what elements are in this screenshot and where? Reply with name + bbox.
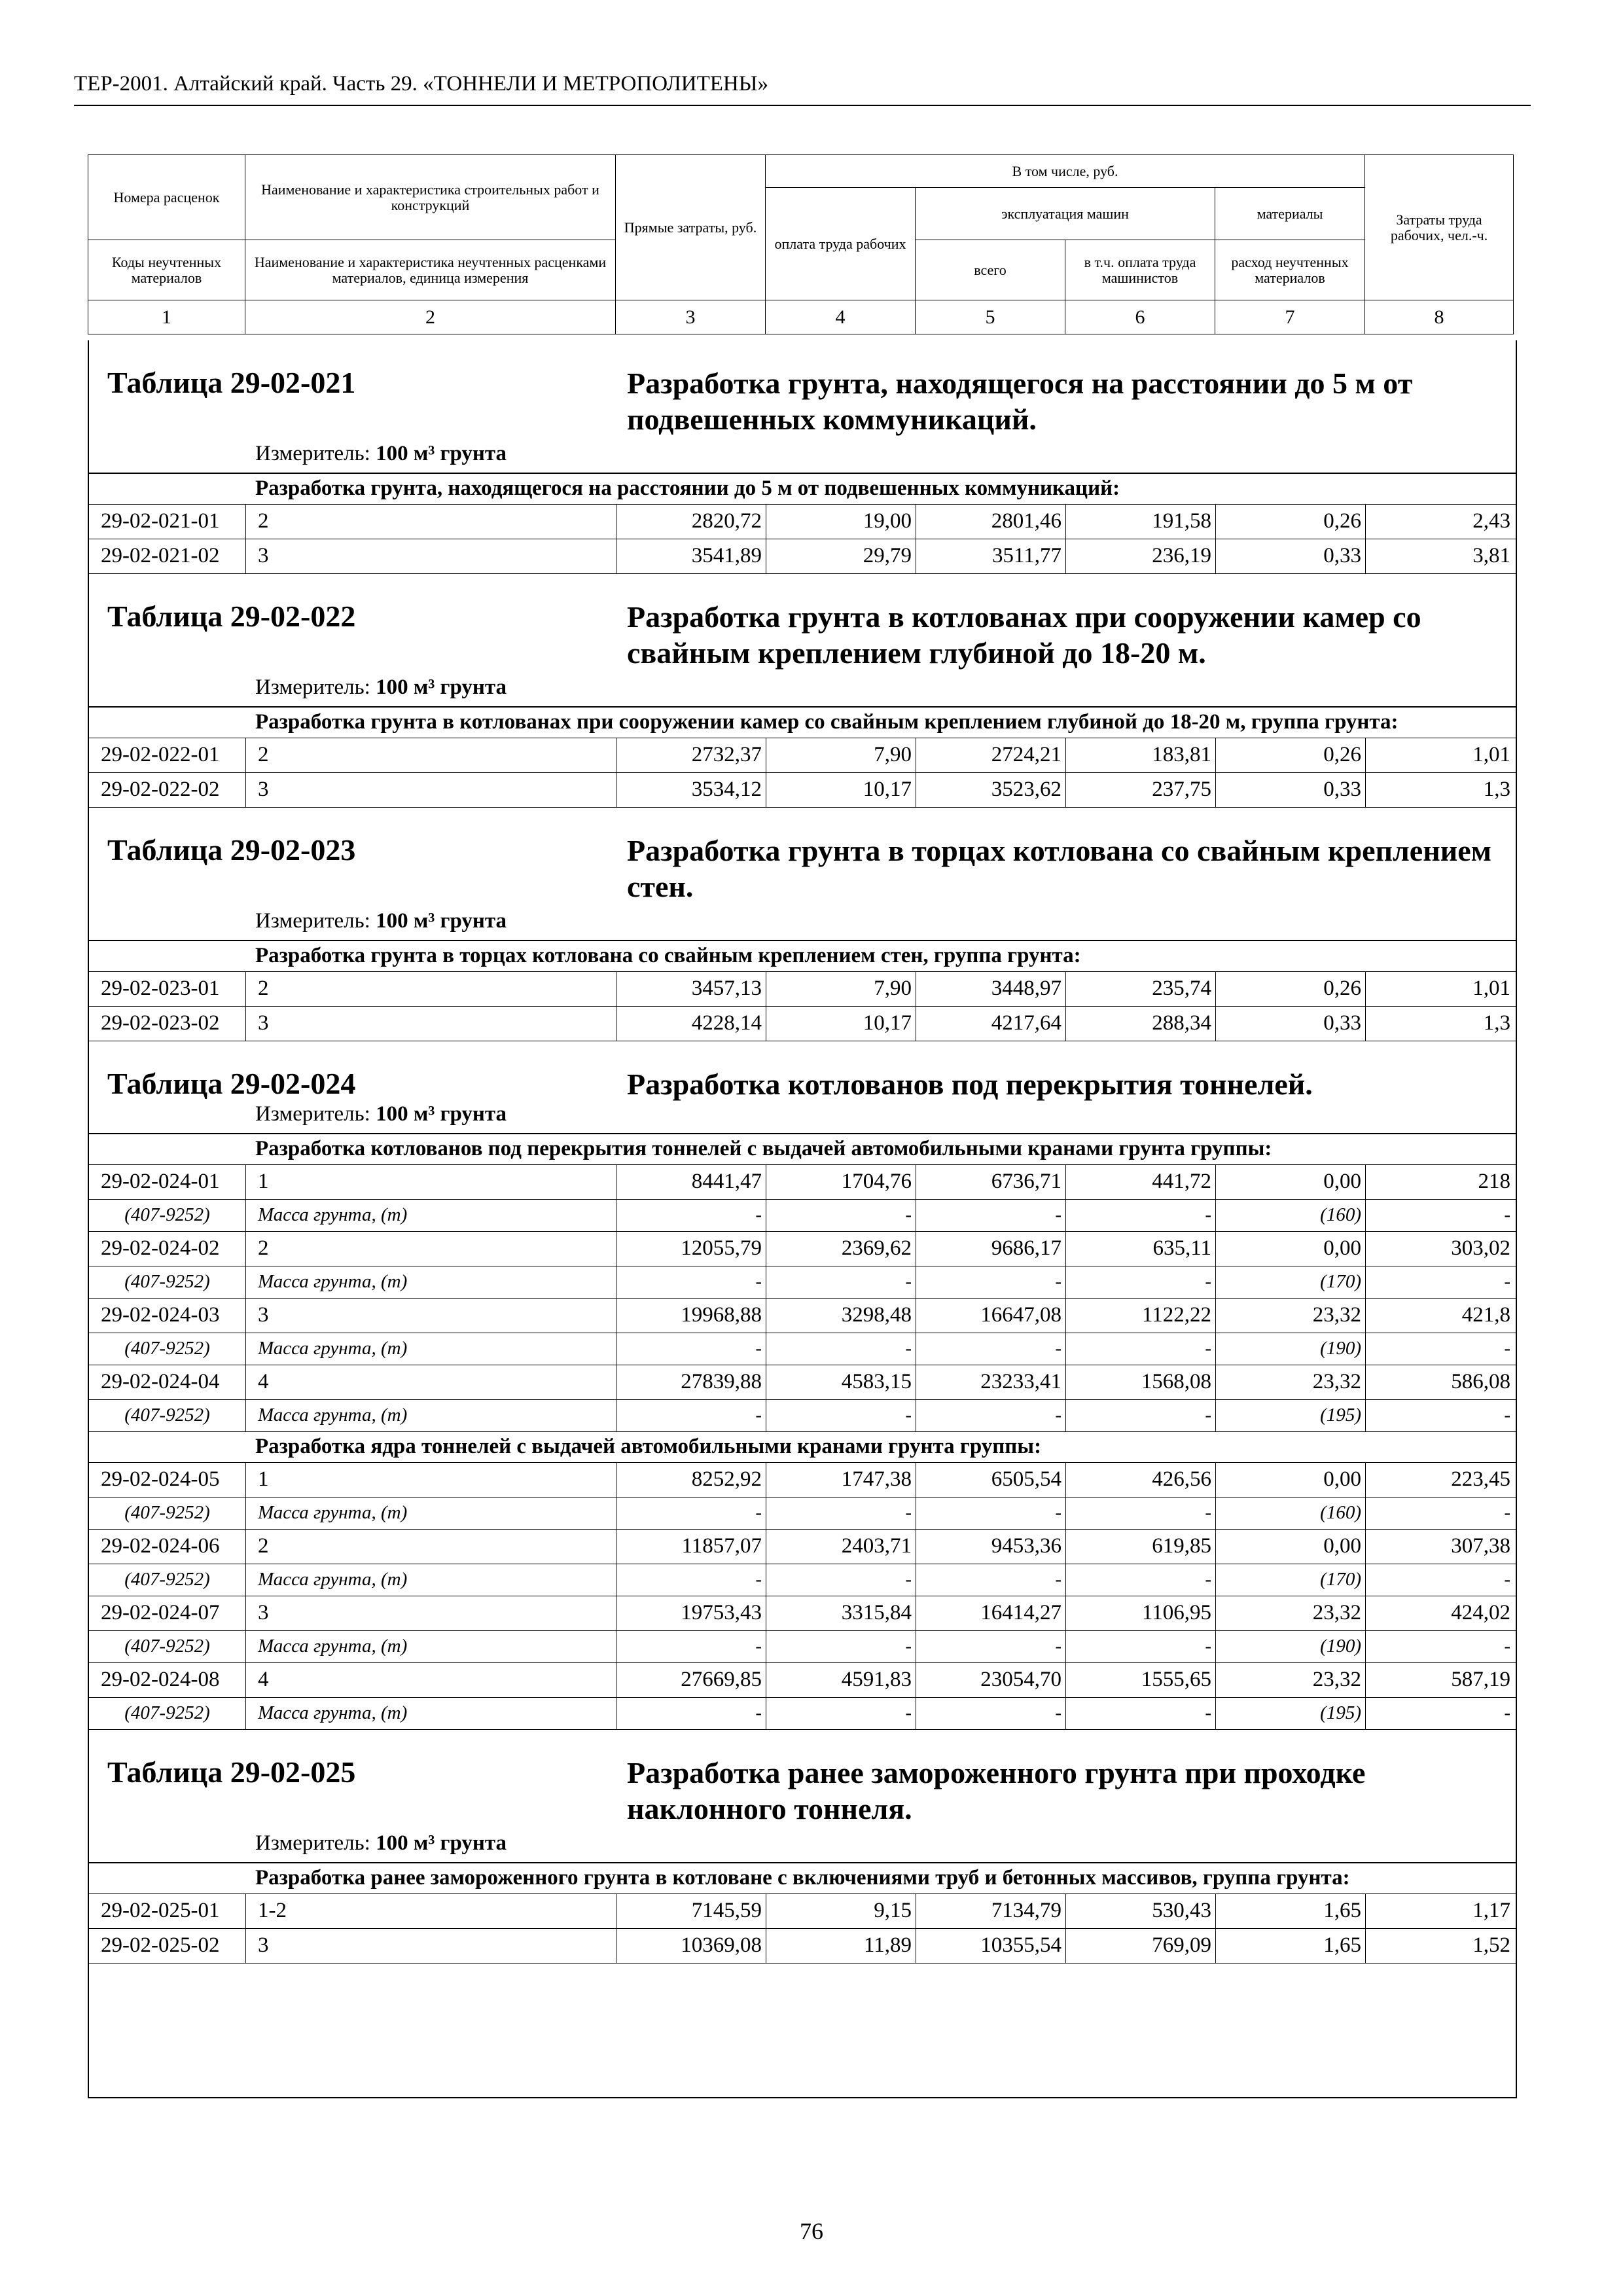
col-incl: В том числе, руб.: [766, 155, 1365, 188]
value-cell: -: [1504, 1405, 1510, 1426]
value-cell: -: [766, 1400, 916, 1431]
value-cell: -: [1066, 1564, 1216, 1596]
material-name: Масса грунта, (т): [246, 1698, 616, 1729]
measure-value: 100 м³ грунта: [376, 1102, 507, 1126]
value-cell: 7,90: [766, 972, 916, 1006]
material-row: [89, 1333, 1516, 1365]
value-cell: -: [1066, 1631, 1216, 1662]
value-cell: 3298,48: [766, 1299, 916, 1333]
value-cell: 769,09: [1066, 1929, 1216, 1963]
value-cell: 3523,62: [916, 773, 1066, 807]
value-cell: 3534,12: [616, 773, 766, 807]
subsection-heading: Разработка грунта в котлованах при сооружении камер со свайным креплением глубиной до 18-20 м, группа грунта:: [89, 708, 1516, 738]
value-cell: 29,79: [766, 539, 916, 573]
table-number: Таблица 29-02-025: [107, 1755, 356, 1789]
value-cell: 2801,46: [916, 505, 1066, 539]
value-cell: -: [916, 1333, 1066, 1365]
value-cell: 1,01: [1472, 743, 1510, 767]
value-cell: -: [1066, 1698, 1216, 1729]
value-cell: -: [1504, 1636, 1510, 1657]
rate-code: 29-02-025-02: [89, 1929, 246, 1963]
value-cell: (190): [1216, 1631, 1366, 1662]
measure-unit: [255, 1102, 507, 1126]
table-row: [89, 738, 1516, 773]
colnum-4: 4: [766, 300, 916, 334]
table-row: [89, 1894, 1516, 1929]
material-name: Масса грунта, (т): [246, 1564, 616, 1596]
table-row: [89, 539, 1516, 574]
table-row: [89, 1463, 1516, 1498]
measure-value: 100 м³ грунта: [376, 442, 507, 465]
value-cell: 16647,08: [916, 1299, 1066, 1333]
rate-name: 1: [246, 1463, 616, 1497]
value-cell: 1747,38: [766, 1463, 916, 1497]
col-work-name: Наименование и характеристика строительных работ и конструкций: [245, 155, 616, 240]
value-cell: (195): [1216, 1698, 1366, 1729]
table-row: [89, 1007, 1516, 1041]
value-cell: 4217,64: [916, 1007, 1066, 1041]
value-cell: (170): [1216, 1564, 1366, 1596]
value-cell: 23233,41: [916, 1365, 1066, 1399]
rate-code: 29-02-024-03: [89, 1299, 246, 1333]
value-cell: 23,32: [1216, 1663, 1366, 1697]
table-row: [89, 1365, 1516, 1400]
value-cell: 1,01: [1472, 977, 1510, 1001]
value-cell: 1704,76: [766, 1165, 916, 1199]
running-header: ТЕР-2001. Алтайский край. Часть 29. «ТОННЕЛИ И МЕТРОПОЛИТЕНЫ»: [74, 72, 769, 96]
colnum-1: 1: [88, 300, 245, 334]
material-name: Масса грунта, (т): [246, 1266, 616, 1298]
value-cell: -: [1066, 1200, 1216, 1231]
table-title-block: [89, 574, 1516, 708]
measure-unit: [255, 442, 507, 466]
value-cell: 19,00: [766, 505, 916, 539]
col-material-codes: Коды неучтенных материалов: [88, 240, 245, 300]
value-cell: -: [616, 1266, 766, 1298]
rate-code: 29-02-024-04: [89, 1365, 246, 1399]
material-code: (407-9252): [89, 1333, 246, 1365]
rate-name: 3: [246, 539, 616, 573]
value-cell: 3541,89: [616, 539, 766, 573]
table-row: [89, 1165, 1516, 1200]
material-code: (407-9252): [89, 1200, 246, 1231]
col-mat-consumption: расход неучтенных материалов: [1215, 240, 1365, 300]
value-cell: -: [1504, 1569, 1510, 1590]
measure-label: Измеритель:: [255, 442, 370, 465]
value-cell: 27669,85: [616, 1663, 766, 1697]
subsection-heading: Разработка ранее замороженного грунта в котловане с включениями труб и бетонных массивов, группа грунта:: [89, 1863, 1516, 1894]
col-material-names: Наименование и характеристика неучтенных расценками материалов, единица измерения: [245, 240, 616, 300]
value-cell: -: [766, 1333, 916, 1365]
col-labor: Затраты труда рабочих, чел.-ч.: [1365, 155, 1514, 300]
value-cell: 426,56: [1066, 1463, 1216, 1497]
rate-code: 29-02-024-05: [89, 1463, 246, 1497]
rate-name: 2: [246, 1530, 616, 1564]
material-row: [89, 1400, 1516, 1432]
value-cell: 23,32: [1216, 1299, 1366, 1333]
value-cell: 1,52: [1472, 1933, 1510, 1958]
rate-code: 29-02-022-02: [89, 773, 246, 807]
table-title-block: [89, 1041, 1516, 1134]
table-row: [89, 773, 1516, 808]
value-cell: 4583,15: [766, 1365, 916, 1399]
value-cell: -: [1504, 1204, 1510, 1226]
value-cell: 3511,77: [916, 539, 1066, 573]
value-cell: 9,15: [766, 1894, 916, 1928]
table-row: [89, 1663, 1516, 1698]
value-cell: 11857,07: [616, 1530, 766, 1564]
col-rate-numbers: Номера расценок: [88, 155, 245, 240]
value-cell: 183,81: [1066, 738, 1216, 772]
table-number: Таблица 29-02-021: [107, 366, 356, 399]
rate-name: 2: [246, 505, 616, 539]
value-cell: 23,32: [1216, 1596, 1366, 1630]
value-cell: 236,19: [1066, 539, 1216, 573]
value-cell: 2732,37: [616, 738, 766, 772]
value-cell: -: [616, 1200, 766, 1231]
col-incl-drivers: в т.ч. оплата труда машинистов: [1065, 240, 1215, 300]
value-cell: 1,17: [1472, 1899, 1510, 1923]
value-cell: 191,58: [1066, 505, 1216, 539]
value-cell: -: [766, 1631, 916, 1662]
value-cell: -: [766, 1498, 916, 1529]
value-cell: 0,00: [1216, 1463, 1366, 1497]
value-cell: 235,74: [1066, 972, 1216, 1006]
value-cell: 1,3: [1483, 1011, 1510, 1035]
value-cell: -: [1504, 1502, 1510, 1524]
table-title: Разработка ранее замороженного грунта при проходке наклонного тоннеля.: [627, 1755, 1366, 1825]
value-cell: 288,34: [1066, 1007, 1216, 1041]
value-cell: 586,08: [1451, 1370, 1510, 1394]
table-title-block: [89, 1730, 1516, 1863]
value-cell: 6505,54: [916, 1463, 1066, 1497]
value-cell: -: [616, 1564, 766, 1596]
table-title-block: [89, 340, 1516, 474]
colnum-2: 2: [245, 300, 616, 334]
rate-code: 29-02-025-01: [89, 1894, 246, 1928]
value-cell: 3315,84: [766, 1596, 916, 1630]
material-row: [89, 1698, 1516, 1730]
rates-body: [88, 340, 1517, 2098]
table-row: [89, 1299, 1516, 1333]
material-code: (407-9252): [89, 1400, 246, 1431]
value-cell: 16414,27: [916, 1596, 1066, 1630]
value-cell: 6736,71: [916, 1165, 1066, 1199]
value-cell: 10,17: [766, 773, 916, 807]
rate-code: 29-02-024-01: [89, 1165, 246, 1199]
rate-name: 3: [246, 1929, 616, 1963]
value-cell: -: [1504, 1338, 1510, 1359]
col-machines: эксплуатация машин: [916, 188, 1215, 240]
measure-value: 100 м³ грунта: [376, 908, 507, 933]
value-cell: 441,72: [1066, 1165, 1216, 1199]
subsection-heading: Разработка котлованов под перекрытия тоннелей с выдачей автомобильными кранами грунта группы:: [89, 1134, 1516, 1165]
value-cell: 218: [1478, 1170, 1510, 1194]
material-name: Масса грунта, (т): [246, 1200, 616, 1231]
value-cell: 307,38: [1451, 1534, 1510, 1558]
rate-code: 29-02-024-08: [89, 1663, 246, 1697]
value-cell: -: [766, 1266, 916, 1298]
colnum-3: 3: [616, 300, 766, 334]
value-cell: 303,02: [1451, 1236, 1510, 1261]
material-code: (407-9252): [89, 1564, 246, 1596]
colnum-7: 7: [1215, 300, 1365, 334]
value-cell: 4228,14: [616, 1007, 766, 1041]
value-cell: 2,43: [1472, 509, 1510, 533]
value-cell: 0,00: [1216, 1165, 1366, 1199]
material-name: Масса грунта, (т): [246, 1631, 616, 1662]
table-row: [89, 1530, 1516, 1564]
value-cell: -: [1504, 1271, 1510, 1293]
table-title: Разработка котлованов под перекрытия тоннелей.: [627, 1067, 1313, 1101]
rate-code: 29-02-024-06: [89, 1530, 246, 1564]
value-cell: 1568,08: [1066, 1365, 1216, 1399]
value-cell: 12055,79: [616, 1232, 766, 1266]
col-machines-total: всего: [916, 240, 1065, 300]
value-cell: 10369,08: [616, 1929, 766, 1963]
value-cell: -: [916, 1698, 1066, 1729]
value-cell: 3448,97: [916, 972, 1066, 1006]
value-cell: 0,33: [1216, 773, 1366, 807]
table-row: [89, 505, 1516, 539]
value-cell: 1106,95: [1066, 1596, 1216, 1630]
value-cell: 7145,59: [616, 1894, 766, 1928]
material-row: [89, 1200, 1516, 1232]
value-cell: 23054,70: [916, 1663, 1066, 1697]
table-row: [89, 1596, 1516, 1631]
rate-code: 29-02-024-02: [89, 1232, 246, 1266]
material-code: (407-9252): [89, 1698, 246, 1729]
value-cell: (160): [1216, 1200, 1366, 1231]
table-row: [89, 1929, 1516, 1964]
rate-code: 29-02-024-07: [89, 1596, 246, 1630]
colnum-8: 8: [1365, 300, 1514, 334]
measure-label: Измеритель:: [255, 675, 370, 699]
measure-unit: [255, 675, 507, 700]
rate-name: 3: [246, 1007, 616, 1041]
material-code: (407-9252): [89, 1631, 246, 1662]
value-cell: 11,89: [766, 1929, 916, 1963]
col-wages: оплата труда рабочих: [766, 188, 916, 300]
table-title-block: [89, 808, 1516, 941]
material-name: Масса грунта, (т): [246, 1498, 616, 1529]
table-row: [89, 972, 1516, 1007]
value-cell: -: [616, 1698, 766, 1729]
value-cell: 9453,36: [916, 1530, 1066, 1564]
measure-label: Измеритель:: [255, 908, 370, 933]
material-row: [89, 1498, 1516, 1530]
value-cell: 7,90: [766, 738, 916, 772]
value-cell: 7134,79: [916, 1894, 1066, 1928]
value-cell: 10355,54: [916, 1929, 1066, 1963]
rate-name: 1: [246, 1165, 616, 1199]
value-cell: -: [616, 1400, 766, 1431]
value-cell: 9686,17: [916, 1232, 1066, 1266]
value-cell: 1,65: [1216, 1929, 1366, 1963]
value-cell: 1555,65: [1066, 1663, 1216, 1697]
value-cell: 619,85: [1066, 1530, 1216, 1564]
value-cell: 1,3: [1483, 778, 1510, 802]
value-cell: 587,19: [1451, 1668, 1510, 1692]
value-cell: 19968,88: [616, 1299, 766, 1333]
value-cell: 0,26: [1216, 505, 1366, 539]
value-cell: -: [1066, 1498, 1216, 1529]
value-cell: 2369,62: [766, 1232, 916, 1266]
table-title: Разработка грунта, находящегося на расстоянии до 5 м от подвешенных коммуникаций.: [627, 367, 1413, 437]
value-cell: -: [766, 1200, 916, 1231]
value-cell: 0,33: [1216, 1007, 1366, 1041]
value-cell: (160): [1216, 1498, 1366, 1529]
rate-code: 29-02-021-02: [89, 539, 246, 573]
value-cell: -: [916, 1266, 1066, 1298]
rate-name: 3: [246, 1299, 616, 1333]
value-cell: 3457,13: [616, 972, 766, 1006]
value-cell: 421,8: [1461, 1303, 1510, 1327]
rate-name: 4: [246, 1365, 616, 1399]
table-number: Таблица 29-02-024: [107, 1066, 356, 1100]
value-cell: -: [1504, 1702, 1510, 1724]
subsection-heading: Разработка ядра тоннелей с выдачей автомобильными кранами грунта группы:: [89, 1432, 1516, 1463]
value-cell: 10,17: [766, 1007, 916, 1041]
value-cell: -: [1066, 1266, 1216, 1298]
value-cell: -: [616, 1498, 766, 1529]
value-cell: 8441,47: [616, 1165, 766, 1199]
value-cell: 2403,71: [766, 1530, 916, 1564]
measure-unit: [255, 1831, 507, 1856]
rate-code: 29-02-021-01: [89, 505, 246, 539]
rate-code: 29-02-023-02: [89, 1007, 246, 1041]
colnum-6: 6: [1065, 300, 1215, 334]
subsection-heading: Разработка грунта, находящегося на расстоянии до 5 м от подвешенных коммуникаций:: [89, 474, 1516, 505]
material-row: [89, 1266, 1516, 1299]
material-name: Масса грунта, (т): [246, 1400, 616, 1431]
table-row: [89, 1232, 1516, 1266]
value-cell: 8252,92: [616, 1463, 766, 1497]
table-number: Таблица 29-02-023: [107, 833, 356, 867]
value-cell: (190): [1216, 1333, 1366, 1365]
rate-name: 3: [246, 773, 616, 807]
value-cell: -: [616, 1333, 766, 1365]
value-cell: 0,00: [1216, 1232, 1366, 1266]
value-cell: 2820,72: [616, 505, 766, 539]
col-materials: материалы: [1215, 188, 1365, 240]
page-number: 76: [800, 2218, 823, 2244]
rate-name: 2: [246, 1232, 616, 1266]
value-cell: -: [1066, 1400, 1216, 1431]
material-name: Масса грунта, (т): [246, 1333, 616, 1365]
material-code: (407-9252): [89, 1266, 246, 1298]
value-cell: (195): [1216, 1400, 1366, 1431]
table-number: Таблица 29-02-022: [107, 599, 356, 633]
value-cell: 424,02: [1451, 1601, 1510, 1625]
table-title: Разработка грунта в котлованах при сооружении камер со свайным креплением глубиной до 18-20 м.: [627, 600, 1421, 670]
rate-name: 1-2: [246, 1894, 616, 1928]
value-cell: -: [616, 1631, 766, 1662]
value-cell: 27839,88: [616, 1365, 766, 1399]
rate-name: 2: [246, 738, 616, 772]
measure-label: Измеритель:: [255, 1831, 370, 1855]
value-cell: 4591,83: [766, 1663, 916, 1697]
value-cell: 635,11: [1066, 1232, 1216, 1266]
column-header-table: [88, 154, 1514, 334]
rate-name: 3: [246, 1596, 616, 1630]
material-code: (407-9252): [89, 1498, 246, 1529]
value-cell: -: [916, 1200, 1066, 1231]
value-cell: 0,33: [1216, 539, 1366, 573]
value-cell: 0,26: [1216, 972, 1366, 1006]
value-cell: 1,65: [1216, 1894, 1366, 1928]
rate-name: 4: [246, 1663, 616, 1697]
measure-value: 100 м³ грунта: [376, 1831, 507, 1855]
value-cell: 3,81: [1472, 544, 1510, 568]
value-cell: -: [916, 1631, 1066, 1662]
measure-label: Измеритель:: [255, 1102, 370, 1126]
value-cell: -: [766, 1564, 916, 1596]
col-direct-costs: Прямые затраты, руб.: [616, 155, 766, 300]
value-cell: 19753,43: [616, 1596, 766, 1630]
value-cell: 223,45: [1451, 1467, 1510, 1492]
colnum-5: 5: [916, 300, 1065, 334]
rate-code: 29-02-022-01: [89, 738, 246, 772]
rate-name: 2: [246, 972, 616, 1006]
header-rule: [74, 105, 1531, 106]
value-cell: (170): [1216, 1266, 1366, 1298]
subsection-heading: Разработка грунта в торцах котлована со свайным креплением стен, группа грунта:: [89, 941, 1516, 972]
value-cell: 530,43: [1066, 1894, 1216, 1928]
value-cell: 0,26: [1216, 738, 1366, 772]
value-cell: 23,32: [1216, 1365, 1366, 1399]
value-cell: 237,75: [1066, 773, 1216, 807]
value-cell: -: [1066, 1333, 1216, 1365]
value-cell: -: [916, 1498, 1066, 1529]
material-row: [89, 1631, 1516, 1663]
measure-unit: [255, 909, 507, 933]
measure-value: 100 м³ грунта: [376, 675, 507, 699]
rate-code: 29-02-023-01: [89, 972, 246, 1006]
value-cell: -: [766, 1698, 916, 1729]
material-row: [89, 1564, 1516, 1596]
table-title: Разработка грунта в торцах котлована со свайным креплением стен.: [627, 833, 1491, 904]
value-cell: 0,00: [1216, 1530, 1366, 1564]
value-cell: -: [916, 1400, 1066, 1431]
value-cell: -: [916, 1564, 1066, 1596]
value-cell: 2724,21: [916, 738, 1066, 772]
value-cell: 1122,22: [1066, 1299, 1216, 1333]
